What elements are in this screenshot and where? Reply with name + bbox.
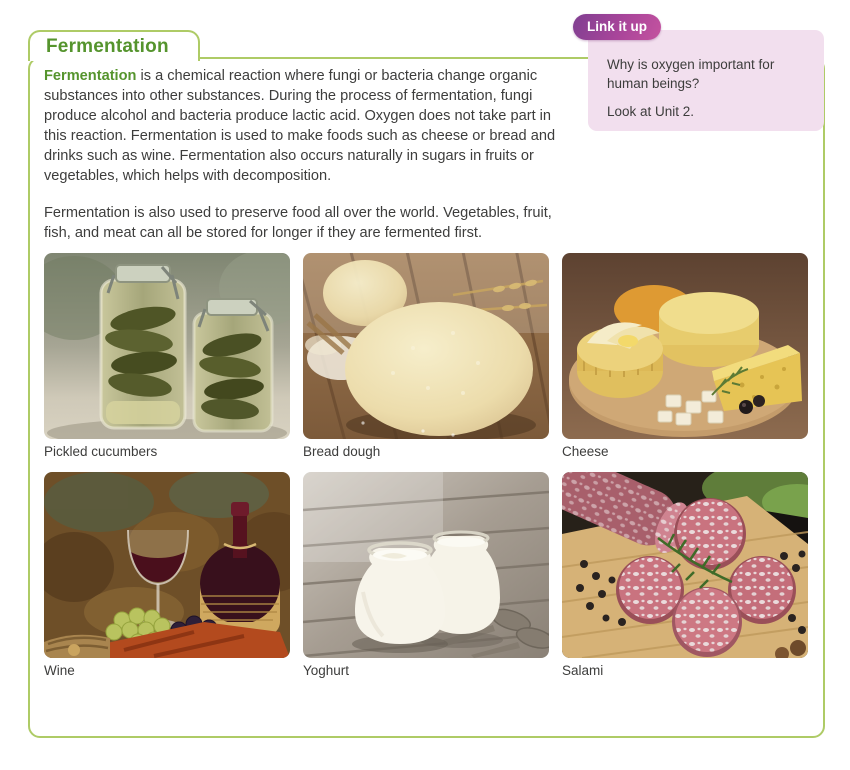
salami-photo	[562, 472, 808, 658]
gallery-item	[562, 472, 808, 678]
photo-caption: Yoghurt	[303, 663, 350, 678]
intro-paragraph-text: is a chemical reaction where fungi or bacteria change organic substances into other substances. During the process of fermentation, fungi produce alcohol and bacteria produce lactic acid. Oxygen does not take part in this reaction. Fermentation is used to make foods such as cheese or bread and drinks such as wine. Fermentation also occurs naturally in sugars in fruits or vegetables, which helps with decomposition.	[44, 68, 556, 184]
food-gallery	[44, 253, 814, 678]
wine-photo	[44, 472, 290, 658]
photo-caption: Salami	[562, 663, 604, 678]
photo-caption: Pickled cucumbers	[44, 444, 158, 459]
gallery-item	[562, 253, 808, 459]
bread-dough-photo	[303, 253, 549, 439]
link-it-up-box	[588, 30, 824, 131]
gallery-item	[44, 472, 290, 678]
cheese-photo	[562, 253, 808, 439]
intro-paragraph	[44, 66, 566, 186]
title-tab	[28, 30, 200, 61]
link-it-up-badge: Link it up	[573, 14, 661, 40]
photo-caption: Wine	[44, 663, 75, 678]
photo-caption: Cheese	[562, 444, 609, 459]
fermentation-term: Fermentation	[44, 68, 137, 84]
link-question: Why is oxygen important for human beings?	[607, 57, 775, 91]
photo-caption: Bread dough	[303, 444, 381, 459]
gallery-item	[303, 253, 549, 459]
preserve-paragraph: Fermentation is also used to preserve food all over the world. Vegetables, fruit, fish, and meat can all be stored for longer if they are fermented first.	[44, 205, 552, 241]
yoghurt-photo	[303, 472, 549, 658]
gallery-item	[44, 253, 290, 459]
link-reference: Look at Unit 2.	[607, 104, 695, 119]
page-title: Fermentation	[46, 36, 169, 57]
pickled-cucumbers-photo	[44, 253, 290, 439]
article-content	[44, 66, 814, 678]
gallery-item	[303, 472, 549, 678]
